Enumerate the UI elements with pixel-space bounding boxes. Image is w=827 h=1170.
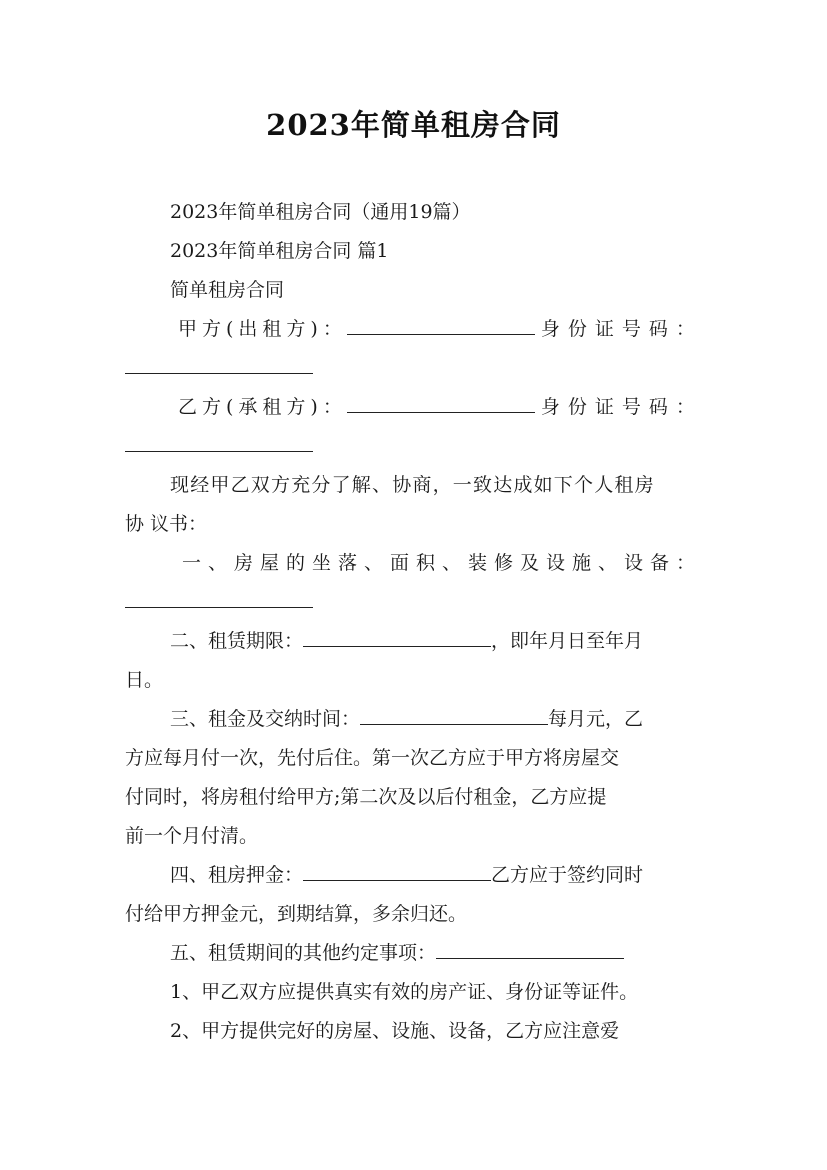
party-b-name-blank[interactable]	[347, 394, 535, 413]
intro-line-2: 协 议书：	[125, 513, 208, 535]
section-heading: 2023年简单租房合同 篇1	[170, 240, 389, 262]
section-2-rest: ，即年月日至年月	[491, 630, 644, 652]
section-2-label: 二、租赁期限：	[170, 630, 304, 652]
section-3-cont-1: 方应每月付一次，先付后住。第一次乙方应于甲方将房屋交	[125, 747, 620, 769]
party-b-line	[178, 394, 703, 420]
party-b-id-blank[interactable]	[125, 433, 313, 452]
lease-term-blank[interactable]	[303, 628, 491, 647]
document-title: 2023年简单租房合同	[266, 108, 561, 142]
section-3-line	[170, 706, 643, 732]
section-1-blank[interactable]	[125, 589, 313, 608]
section-2-line	[170, 628, 643, 654]
section-3-cont-2: 付同时，将房租付给甲方;第二次及以后付租金，乙方应提	[125, 786, 607, 808]
section-3-cont-3: 前一个月付清。	[125, 825, 259, 847]
party-a-name-blank[interactable]	[347, 316, 535, 335]
section-1-blank-line	[125, 589, 313, 615]
item-2: 2、甲方提供完好的房屋、设施、设备，乙方应注意爱	[170, 1020, 620, 1042]
rent-blank[interactable]	[360, 706, 548, 725]
subtitle-line: 2023年简单租房合同（通用19篇）	[170, 201, 471, 223]
contract-name: 简单租房合同	[170, 279, 285, 301]
section-5-line	[170, 940, 624, 966]
party-a-id-label: 身份证号码：	[540, 318, 703, 340]
party-b-id-line	[125, 433, 313, 459]
section-3-rest: 每月元，乙	[548, 708, 644, 730]
party-b-id-label: 身份证号码：	[540, 396, 703, 418]
section-4-line	[170, 862, 643, 888]
party-a-line	[178, 316, 703, 342]
other-terms-blank[interactable]	[436, 940, 624, 959]
section-2-cont: 日。	[125, 669, 164, 691]
party-a-id-line	[125, 355, 313, 381]
section-5-label: 五、租赁期间的其他约定事项：	[170, 942, 437, 964]
intro-line-1: 现经甲乙双方充分了解、协商，一致达成如下个人租房	[170, 474, 655, 496]
deposit-blank[interactable]	[303, 862, 491, 881]
party-a-label: 甲方(出租方)：	[178, 318, 347, 340]
section-4-cont: 付给甲方押金元，到期结算，多余归还。	[125, 903, 468, 925]
party-b-label: 乙方(承租方)：	[178, 396, 347, 418]
section-4-label: 四、租房押金：	[170, 864, 304, 886]
section-1: 一、房屋的坐落、面积、装修及设施、设备：	[182, 552, 703, 574]
party-a-id-blank[interactable]	[125, 355, 313, 374]
section-3-label: 三、租金及交纳时间：	[170, 708, 361, 730]
item-1: 1、甲乙双方应提供真实有效的房产证、身份证等证件。	[170, 981, 639, 1003]
section-4-rest: 乙方应于签约同时	[491, 864, 644, 886]
